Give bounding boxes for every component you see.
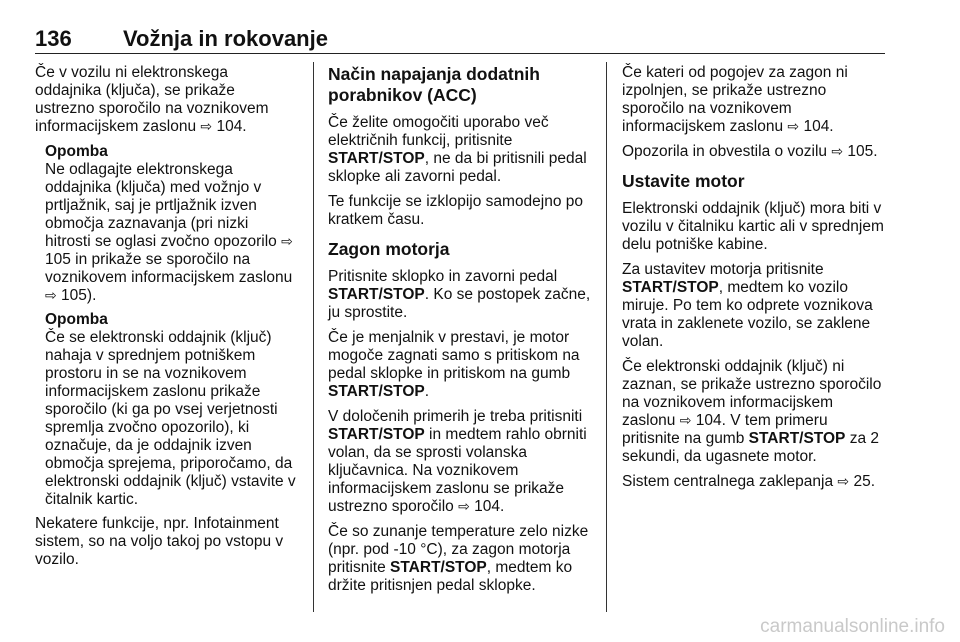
column-divider [313, 62, 314, 612]
paragraph: Pritisnite sklopko in zavorni pedal START/STOP. Ko se postopek začne, ju sprostite. [328, 268, 591, 321]
button-name: START/STOP [328, 426, 425, 443]
paragraph: Če so zunanje temperature zelo nizke (npr. pod -10 °C), za zagon motorja pritisnite START/STOP, medtem ko držite pritisnjen pedal sklopke. [328, 523, 589, 594]
watermark: carmanualsonline.info [760, 616, 945, 637]
note-text: Če se elektronski oddajnik (ključ) nahaja v sprednjem potniškem prostoru in se na voznikovem informacijskem zaslonu prikaže sporočilo (ki ga po vsej verjetnosti spremlja zvočno opozorilo), ki označuje, da je oddajnik izven območja sprejema, priporočamo, da elektronski oddajnik (ključ) vstavite v čitalnik kartic. [45, 329, 296, 508]
paragraph: Če želite omogočiti uporabo več električnih funkcij, pritisnite START/STOP, ne da bi pritisnili pedal sklopke ali zavorni pedal. [328, 114, 587, 185]
paragraph: Če v vozilu ni elektronskega oddajnika (ključa), se prikaže ustrezno sporočilo na voznikovem informacijskem zaslonu ⇨ 104. [35, 64, 269, 135]
header-rule [35, 53, 885, 54]
column-3 [622, 64, 886, 498]
paragraph: Te funkcije se izklopijo samodejno po kratkem času. [328, 193, 584, 228]
button-name: START/STOP [328, 150, 425, 167]
section-heading: Način napajanja dodatnih porabnikov (ACC) [328, 64, 540, 105]
page-ref-arrow-icon[interactable]: ⇨ [679, 413, 692, 429]
paragraph: V določenih primerih je treba pritisniti START/STOP in medtem rahlo obrniti volan, da se sprosti volanska ključavnica. Na voznikovem informacijskem zaslonu se prikaže ustrezno sporočilo ⇨ 104. [328, 408, 587, 515]
button-name: START/STOP [390, 559, 487, 576]
paragraph: Če elektronski oddajnik (ključ) ni zaznan, se prikaže ustrezno sporočilo na voznikovem informacijskem zaslonu ⇨ 104. V tem primeru pritisnite na gumb START/STOP za 2 sekundi, da ugasnete motor. [622, 358, 882, 465]
paragraph: Če kateri od pogojev za zagon ni izpolnjen, se prikaže ustrezno sporočilo na voznikovem informacijskem zaslonu ⇨ 104. [622, 64, 848, 135]
column-1 [35, 64, 297, 576]
column-2 [328, 64, 592, 602]
button-name: START/STOP [328, 286, 425, 303]
paragraph: Za ustavitev motorja pritisnite START/STOP, medtem ko vozilo miruje. Po tem ko odprete voznikova vrata in zaklenete vozilo, se zaklene volan. [622, 261, 873, 350]
paragraph: Nekatere funkcije, npr. Infotainment sistem, so na voljo takoj po vstopu v vozilo. [35, 515, 284, 568]
paragraph: Opozorila in obvestila o vozilu ⇨ 105. [622, 143, 878, 160]
paragraph: Sistem centralnega zaklepanja ⇨ 25. [622, 473, 875, 490]
page-number: 136 [35, 26, 72, 51]
button-name: START/STOP [622, 279, 719, 296]
button-name: START/STOP [748, 430, 846, 447]
paragraph: Če je menjalnik v prestavi, je motor mogoče zagnati samo s pritiskom na pedal sklopke in pritiskom na gumb START/STOP. [328, 329, 580, 400]
page-ref-arrow-icon[interactable]: ⇨ [200, 119, 213, 135]
page-header [35, 26, 885, 54]
section-heading: Zagon motorja [328, 239, 450, 259]
page-ref-arrow-icon[interactable]: ⇨ [458, 499, 470, 515]
note-text: Ne odlagajte elektronskega oddajnika (ključa) med vožnjo v prtljažnik, saj je prtljažnik izven območja zaznavanja (pri nizki hitrosti se oglasi zvočno opozorilo ⇨ 105 in prikaže se sporočilo na voznikovem informacijskem zaslonu ⇨ 105). [45, 161, 293, 304]
page-title: Vožnja in rokovanje [123, 26, 328, 51]
page-ref-arrow-icon[interactable]: ⇨ [787, 119, 800, 135]
note-title: Opomba [45, 143, 108, 160]
section-heading: Ustavite motor [622, 171, 745, 191]
button-name: START/STOP [328, 383, 425, 400]
page-ref-arrow-icon[interactable]: ⇨ [45, 288, 57, 304]
note-title: Opomba [45, 311, 108, 328]
page-ref-arrow-icon[interactable]: ⇨ [837, 474, 850, 490]
note-block [35, 143, 297, 305]
note-block [35, 311, 297, 509]
page-ref-arrow-icon[interactable]: ⇨ [281, 234, 293, 250]
page-ref-arrow-icon[interactable]: ⇨ [831, 144, 844, 160]
column-divider [606, 62, 607, 612]
paragraph: Elektronski oddajnik (ključ) mora biti v vozilu v čitalniku kartic ali v sprednjem delu potniške kabine. [622, 200, 884, 253]
